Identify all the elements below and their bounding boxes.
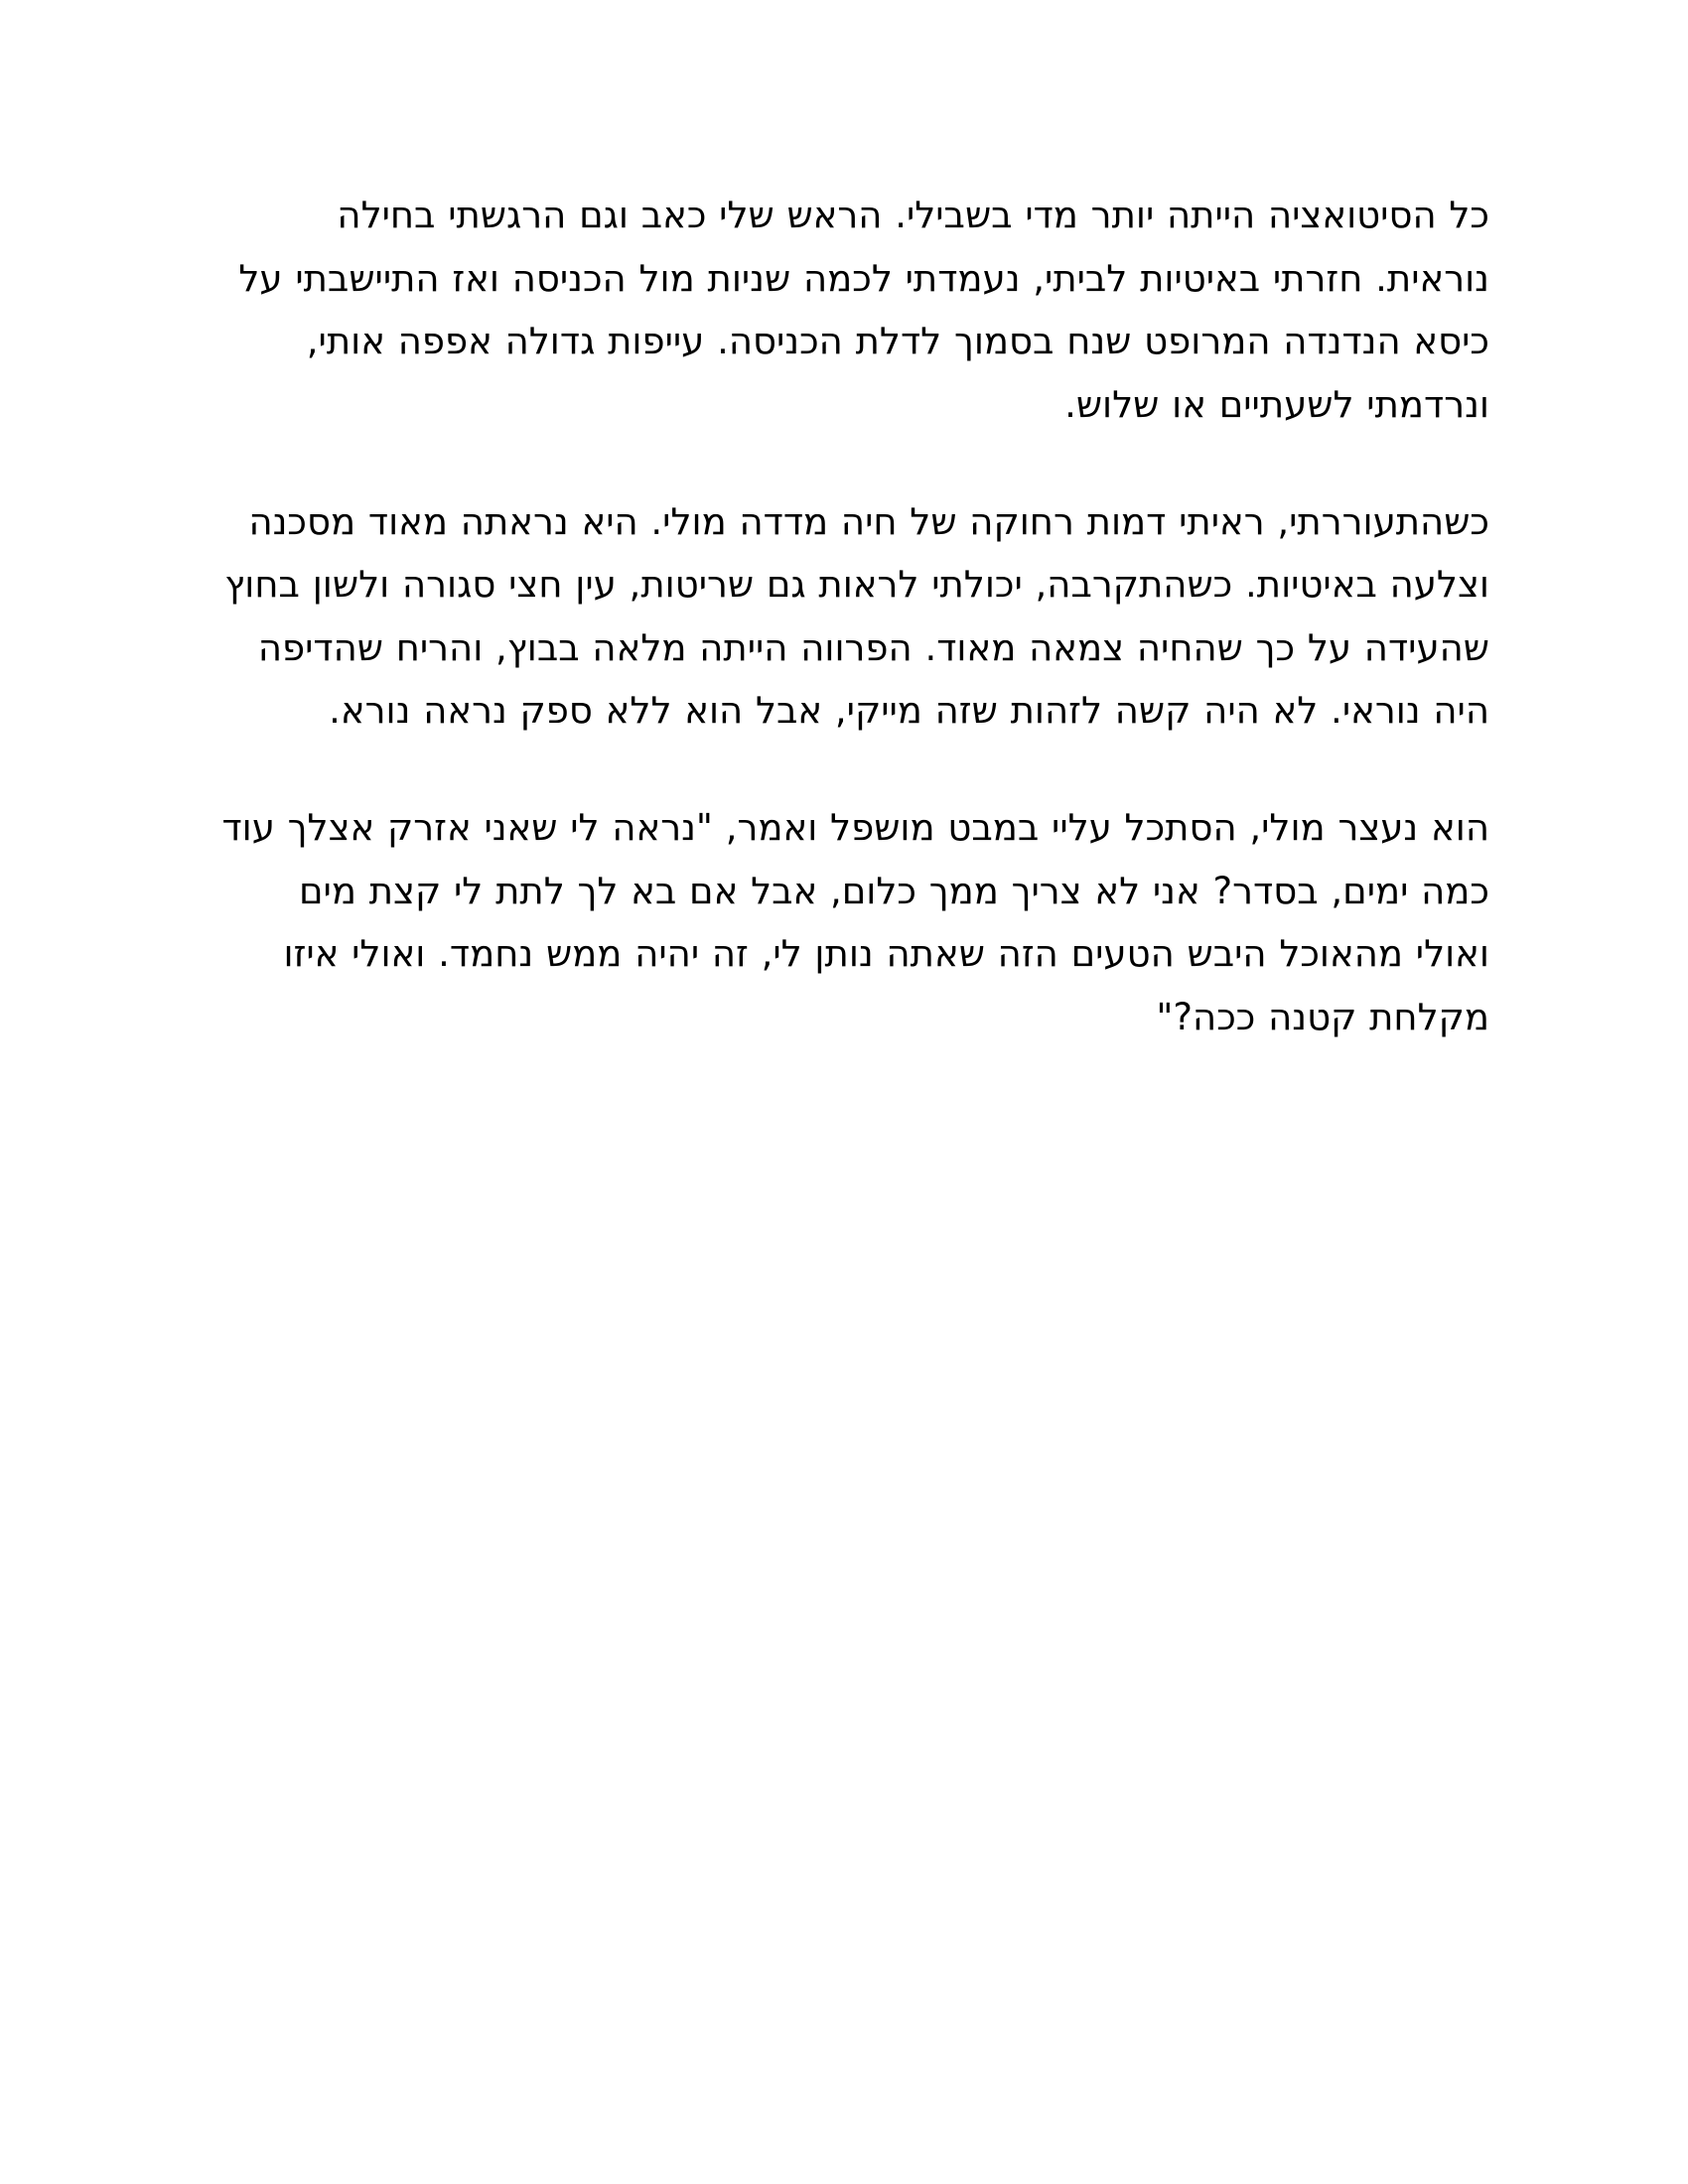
paragraph-2: כשהתעוררתי, ראיתי דמות רחוקה של חיה מדדה מולי. היא נראתה מאוד מסכנה וצלעה באיטיות. כשהתקרבה, יכולתי לראות גם שריטות, עין חצי סגורה ולשון בחוץ שהעידה על כך שהחיה צמאה מאוד. הפרווה הייתה מלאה בבוץ, והריח שהדיפה היה נוראי. לא היה קשה לזהות שזה מייקי, אבל הוא ללא ספק נראה נורא. — [211, 499, 1489, 733]
paragraph-3: הוא נעצר מולי, הסתכל עליי במבט מושפל ואמר, "נראה לי שאני אזרק אצלך עוד כמה ימים, בסדר? אני לא צריך ממך כלום, אבל אם בא לך לתת לי קצת מים ואולי מהאוכל היבש הטעים הזה שאתה נותן לי, זה יהיה ממש נחמד. ואולי איזו מקלחת קטנה ככה?" — [209, 806, 1489, 1038]
document-body — [209, 184, 1489, 1049]
paragraph-1: כל הסיטואציה הייתה יותר מדי בשבילי. הראש שלי כאב וגם הרגשתי בחילה נוראית. חזרתי באיטיות לביתי, נעמדתי לכמה שניות מול הכניסה ואז התיישבתי על כיסא הנדנדה המרופט שנח בסמוך לדלת הכניסה. עייפות גדולה אפפה אותי, ונרדמתי לשעתיים או שלוש. — [225, 194, 1489, 426]
